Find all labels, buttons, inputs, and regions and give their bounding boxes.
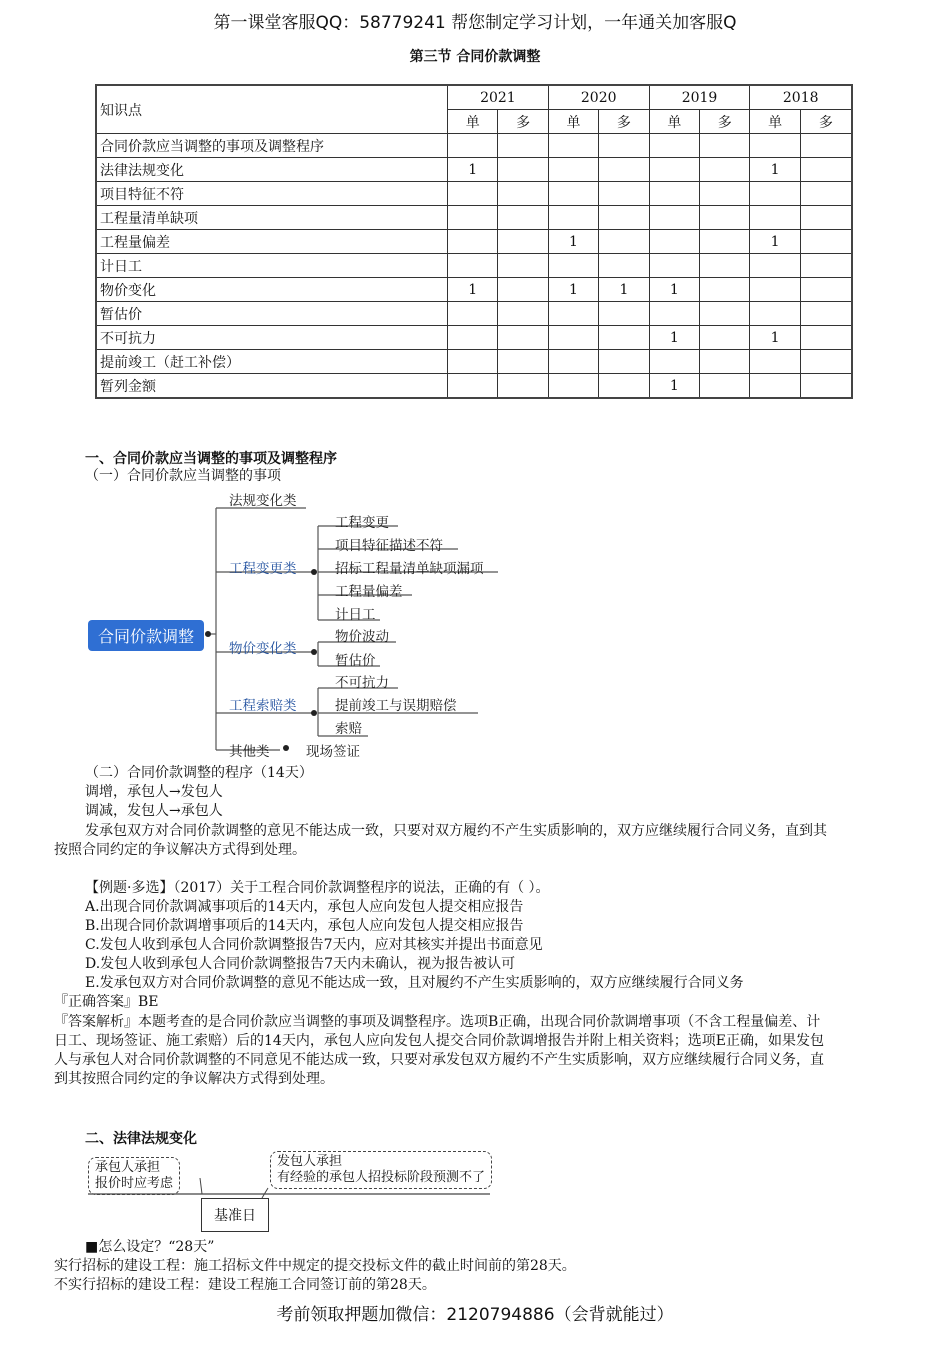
table-cell	[800, 326, 852, 350]
example-explanation: 『答案解析』本题考查的是合同价款应当调整的事项及调整程序。选项B正确，出现合同价款调增事项（不含工程量偏差、计	[54, 1014, 821, 1030]
part1-line3a: 发承包双方对合同价款调整的意见不能达成一致，只要对双方履约不产生实质影响的，双方应继续履行合同义务，直到其	[85, 823, 827, 839]
table-sub-header: 单	[548, 110, 598, 134]
table-cell	[498, 302, 548, 326]
table-cell	[750, 182, 800, 206]
table-cell: 1	[649, 374, 699, 399]
mindmap-claim-item: 提前竣工与误期赔偿	[335, 698, 457, 714]
table-row-label: 合同价款应当调整的事项及调整程序	[96, 134, 448, 158]
part2-line2: 不实行招标的建设工程：建设工程施工合同签订前的第28天。	[54, 1277, 436, 1293]
table-cell	[448, 302, 498, 326]
table-row	[96, 182, 852, 206]
part1-sub2: （二）合同价款调整的程序（14天）	[85, 765, 313, 781]
table-cell	[700, 278, 750, 302]
table-cell	[498, 326, 548, 350]
table-cell	[700, 182, 750, 206]
table-year-header: 2018	[750, 85, 852, 110]
table-cell	[498, 134, 548, 158]
example-answer: 『正确答案』BE	[54, 994, 159, 1010]
mindmap-eng-item: 招标工程量清单缺项漏项	[335, 561, 484, 577]
table-cell: 1	[750, 326, 800, 350]
table-cell	[700, 230, 750, 254]
table-cell	[599, 350, 649, 374]
table-cell	[448, 374, 498, 399]
part1-line3b: 按照合同约定的争议解决方式得到处理。	[54, 842, 306, 858]
table-cell	[599, 302, 649, 326]
table-cell	[800, 206, 852, 230]
table-cell	[498, 182, 548, 206]
table-cell	[448, 350, 498, 374]
table-cell	[448, 206, 498, 230]
table-cell	[750, 350, 800, 374]
table-cell: 1	[649, 326, 699, 350]
table-row	[96, 350, 852, 374]
table-cell	[548, 302, 598, 326]
table-row-label: 提前竣工（赶工补偿）	[96, 350, 448, 374]
table-cell	[750, 302, 800, 326]
table-cell	[649, 254, 699, 278]
table-row-label: 项目特征不符	[96, 182, 448, 206]
example-option-a: A.出现合同价款调减事项后的14天内，承包人应向发包人提交相应报告	[85, 899, 524, 915]
table-row	[96, 230, 852, 254]
table-row-label: 法律法规变化	[96, 158, 448, 182]
section-title: 第三节 合同价款调整	[409, 49, 541, 65]
box-employer-line: 有经验的承包人招投标阶段预测不了	[277, 1170, 486, 1185]
table-sub-header: 多	[800, 110, 852, 134]
table-row-label: 工程量清单缺项	[96, 206, 448, 230]
table-cell	[700, 350, 750, 374]
table-row-label: 计日工	[96, 254, 448, 278]
table-cell	[800, 278, 852, 302]
table-row-label: 暂估价	[96, 302, 448, 326]
table-cell	[649, 350, 699, 374]
table-cell	[750, 278, 800, 302]
table-cell	[800, 302, 852, 326]
table-row	[96, 326, 852, 350]
table-sub-header: 多	[599, 110, 649, 134]
mindmap-eng-item: 工程变更	[335, 515, 389, 531]
table-row	[96, 302, 852, 326]
table-cell: 1	[548, 278, 598, 302]
table-header-label: 知识点	[96, 85, 448, 134]
mindmap-price-item: 暂估价	[335, 653, 376, 669]
table-cell	[548, 374, 598, 399]
part2-question: ■怎么设定？“28天”	[85, 1239, 215, 1255]
mindmap-eng-item: 计日工	[335, 607, 376, 623]
table-cell	[750, 206, 800, 230]
table-cell	[548, 182, 598, 206]
table-cell	[700, 374, 750, 399]
table-cell	[750, 134, 800, 158]
table-cell: 1	[448, 158, 498, 182]
table-cell	[448, 134, 498, 158]
mindmap-root: 合同价款调整	[88, 620, 204, 651]
table-row	[96, 158, 852, 182]
table-cell: 1	[599, 278, 649, 302]
table-cell	[700, 158, 750, 182]
table-cell	[448, 254, 498, 278]
table-sub-header: 单	[649, 110, 699, 134]
part1-sub1: （一）合同价款应当调整的事项	[85, 468, 281, 484]
mindmap-eng-item: 工程量偏差	[335, 584, 403, 600]
part1-title: 一、合同价款应当调整的事项及调整程序	[85, 451, 337, 467]
mindmap-law: 法规变化类	[229, 493, 297, 509]
mindmap-other: 其他类	[229, 744, 270, 760]
table-cell: 1	[750, 158, 800, 182]
mindmap-eng-item: 项目特征描述不符	[335, 538, 443, 554]
table-cell	[700, 302, 750, 326]
table-cell	[548, 134, 598, 158]
box-contractor-line: 报价时应考虑	[95, 1176, 174, 1191]
table-cell	[548, 254, 598, 278]
table-sub-header: 多	[498, 110, 548, 134]
table-cell	[649, 158, 699, 182]
example-explanation: 日工、现场签证、施工索赔）后的14天内，承包人应向发包人提交合同价款调增报告并附上相关资料；选项E正确，如果发包	[54, 1033, 825, 1049]
table-cell: 1	[548, 230, 598, 254]
table-cell	[800, 230, 852, 254]
mindmap-claim-item: 索赔	[335, 721, 362, 737]
table-cell	[548, 158, 598, 182]
mindmap-price: 物价变化类	[229, 641, 297, 657]
mindmap-claim: 工程索赔类	[229, 698, 297, 714]
example-option-e: E.发承包双方对合同价款调整的意见不能达成一致，且对履约不产生实质影响的，双方应继续履行合同义务	[85, 975, 744, 991]
table-cell	[448, 230, 498, 254]
table-cell	[599, 182, 649, 206]
table-row-label: 物价变化	[96, 278, 448, 302]
table-cell	[649, 134, 699, 158]
table-cell	[599, 134, 649, 158]
table-cell	[750, 374, 800, 399]
table-cell	[448, 182, 498, 206]
table-cell	[548, 206, 598, 230]
table-cell	[750, 254, 800, 278]
table-sub-header: 单	[750, 110, 800, 134]
footer-banner: 考前领取押题加微信：2120794886（会背就能过）	[276, 1305, 674, 1325]
table-sub-header: 单	[448, 110, 498, 134]
table-cell	[498, 278, 548, 302]
table-cell	[800, 350, 852, 374]
example-option-b: B.出现合同价款调增事项后的14天内，承包人应向发包人提交相应报告	[85, 918, 524, 934]
table-cell	[599, 254, 649, 278]
table-row-label: 暂列金额	[96, 374, 448, 399]
table-cell	[800, 254, 852, 278]
part1-line2: 调减，发包人→承包人	[85, 803, 223, 819]
table-cell	[800, 374, 852, 399]
table-cell	[599, 230, 649, 254]
table-cell	[548, 326, 598, 350]
box-contractor-line: 承包人承担	[95, 1160, 161, 1175]
table-cell	[649, 182, 699, 206]
header-banner: 第一课堂客服QQ：58779241 帮您制定学习计划，一年通关加客服Q	[213, 13, 737, 33]
table-cell	[700, 326, 750, 350]
example-option-c: C.发包人收到承包人合同价款调整报告7天内，应对其核实并提出书面意见	[85, 937, 543, 953]
table-cell	[800, 134, 852, 158]
table-cell	[700, 134, 750, 158]
table-cell: 1	[750, 230, 800, 254]
table-row	[96, 278, 852, 302]
table-cell	[548, 350, 598, 374]
table-cell	[498, 350, 548, 374]
example-option-d: D.发包人收到承包人合同价款调整报告7天内未确认，视为报告被认可	[85, 956, 516, 972]
example-explanation: 人与承包人对合同价款调整的不同意见不能达成一致，只要对承发包双方履约不产生实质影响，双方应继续履行合同义务，直	[54, 1052, 824, 1068]
table-cell	[800, 158, 852, 182]
knowledge-table	[95, 84, 853, 399]
table-cell	[498, 230, 548, 254]
table-sub-header: 多	[700, 110, 750, 134]
table-cell	[599, 206, 649, 230]
table-cell	[649, 206, 699, 230]
table-cell	[498, 158, 548, 182]
table-cell: 1	[448, 278, 498, 302]
table-cell	[649, 302, 699, 326]
part2-line1: 实行招标的建设工程：施工招标文件中规定的提交投标文件的截止时间前的第28天。	[54, 1258, 576, 1274]
table-cell	[649, 230, 699, 254]
table-row	[96, 134, 852, 158]
box-contractor	[88, 1157, 180, 1195]
table-year-header: 2021	[448, 85, 549, 110]
table-year-header: 2020	[548, 85, 649, 110]
box-employer-line: 发包人承担	[277, 1154, 343, 1169]
table-cell	[700, 254, 750, 278]
table-cell	[498, 206, 548, 230]
table-row-label: 不可抗力	[96, 326, 448, 350]
table-cell	[498, 254, 548, 278]
part1-line1: 调增，承包人→发包人	[85, 784, 223, 800]
table-year-header: 2019	[649, 85, 750, 110]
part2-title: 二、法律法规变化	[85, 1131, 197, 1147]
mindmap-other-item: 现场签证	[306, 744, 360, 760]
table-row	[96, 374, 852, 399]
mindmap-eng: 工程变更类	[229, 561, 297, 577]
box-employer	[270, 1151, 492, 1189]
table-cell	[498, 374, 548, 399]
table-cell	[448, 326, 498, 350]
example-explanation: 到其按照合同约定的争议解决方式得到处理。	[54, 1071, 334, 1087]
base-date-box: 基准日	[201, 1198, 269, 1232]
table-row	[96, 254, 852, 278]
table-cell	[599, 326, 649, 350]
table-cell: 1	[649, 278, 699, 302]
table-cell	[599, 158, 649, 182]
mindmap-claim-item: 不可抗力	[335, 675, 389, 691]
table-row-label: 工程量偏差	[96, 230, 448, 254]
table-cell	[700, 206, 750, 230]
table-cell	[599, 374, 649, 399]
mindmap-price-item: 物价波动	[335, 629, 389, 645]
example-question: 【例题·多选】（2017）关于工程合同价款调整程序的说法，正确的有（ ）。	[85, 880, 550, 896]
table-cell	[800, 182, 852, 206]
table-row	[96, 206, 852, 230]
